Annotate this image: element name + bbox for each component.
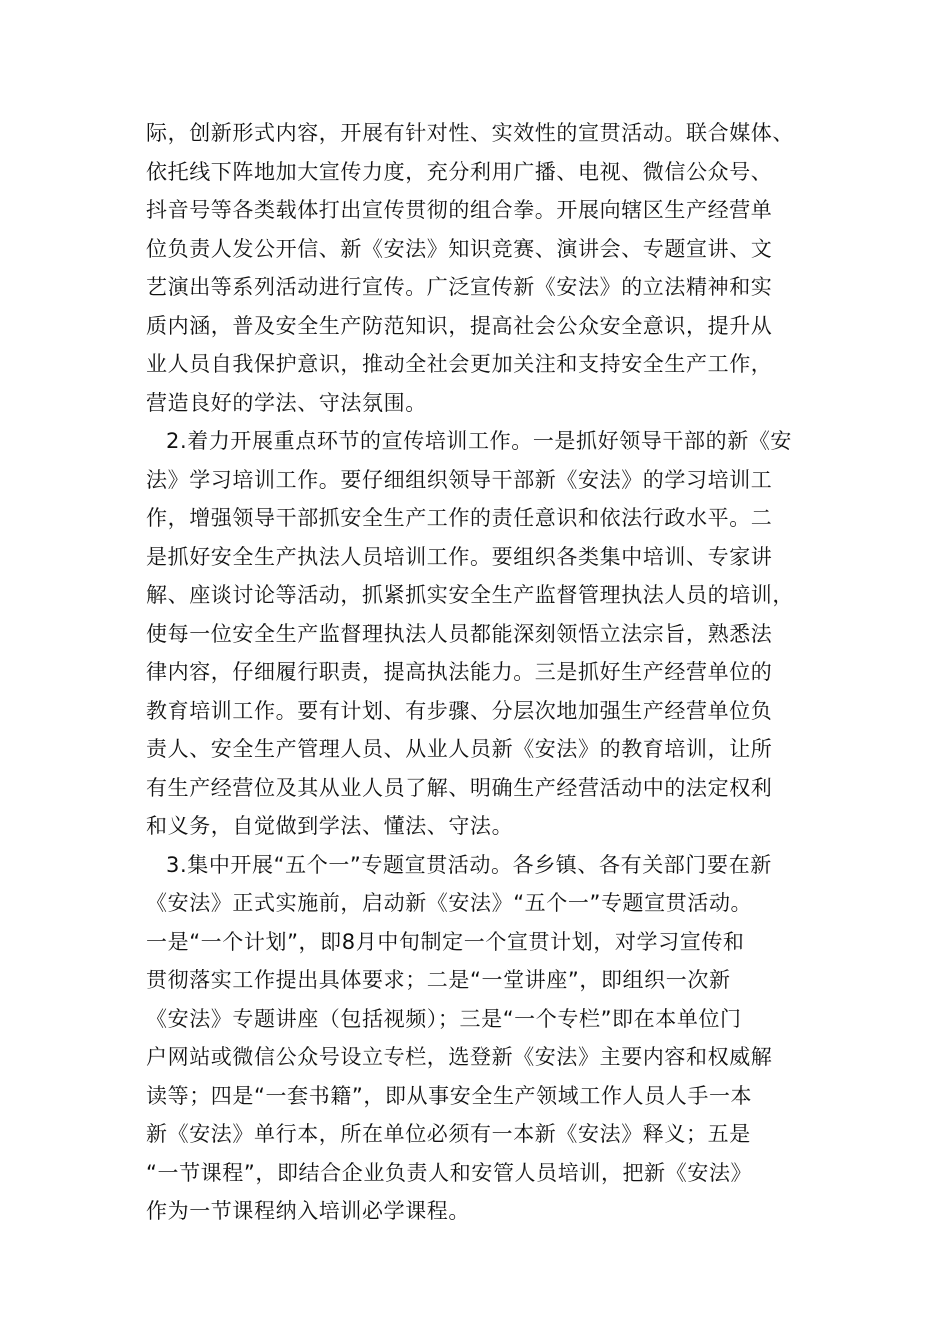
document-body	[146, 114, 836, 1231]
paragraph-2-start: 2.着力开展重点环节的宣传培训工作。一是抓好领导干部的新《安	[166, 429, 793, 453]
text-line: 一是“一个计划”，即8月中旬制定一个宣贯计划，对学习宣传和	[146, 929, 745, 954]
text-line: 是抓好安全生产执法人员培训工作。要组织各类集中培训、专家讲	[146, 544, 773, 569]
text-line: 位负责人发公开信、新《安法》知识竞赛、演讲会、专题宣讲、文	[146, 236, 773, 261]
text-line: 质内涵，普及安全生产防范知识，提高社会公众安全意识，提升从	[146, 313, 773, 338]
text-line: “一节课程”，即结合企业负责人和安管人员培训，把新《安法》	[146, 1160, 753, 1185]
text-line: 责人、安全生产管理人员、从业人员新《安法》的教育培训，让所	[146, 737, 773, 761]
text-line: 《安法》专题讲座（包括视频）；三是“一个专栏”即在本单位门	[146, 1006, 742, 1031]
text-line: 解、座谈讨论等活动，抓紧抓实安全生产监督管理执法人员的培训，	[146, 583, 794, 607]
text-line: 际，创新形式内容，开展有针对性、实效性的宣贯活动。联合媒体、	[146, 121, 794, 145]
text-line: 贯彻落实工作提出具体要求；二是“一堂讲座”，即组织一次新	[146, 968, 731, 992]
text-line: 新《安法》单行本，所在单位必须有一本新《安法》释义；五是	[146, 1122, 751, 1146]
text-line: 读等；四是“一套书籍”，即从事安全生产领域工作人员人手一本	[146, 1083, 753, 1108]
text-line: 作，增强领导干部抓安全生产工作的责任意识和依法行政水平。二	[146, 506, 773, 530]
text-line: 抖音号等各类载体打出宣传贯彻的组合拳。开展向辖区生产经营单	[146, 198, 773, 222]
text-line: 和义务，自觉做到学法、懂法、守法。	[146, 814, 514, 838]
text-line: 律内容，仔细履行职责，提高执法能力。三是抓好生产经营单位的	[146, 660, 773, 684]
text-line: 户网站或微信公众号设立专栏，选登新《安法》主要内容和权威解	[146, 1045, 773, 1069]
text-line: 教育培训工作。要有计划、有步骤、分层次地加强生产经营单位负	[146, 698, 773, 723]
text-line: 使每一位安全生产监督理执法人员都能深刻领悟立法宗旨，熟悉法	[146, 621, 773, 646]
text-line: 业人员自我保护意识，推动全社会更加关注和支持安全生产工作，	[146, 352, 773, 376]
text-line: 法》学习培训工作。要仔细组织领导干部新《安法》的学习培训工	[146, 467, 773, 492]
text-line: 依托线下阵地加大宣传力度，充分利用广播、电视、微信公众号、	[146, 159, 773, 184]
text-line: 作为一节课程纳入培训必学课程。	[146, 1199, 470, 1223]
text-line: 有生产经营位及其从业人员了解、明确生产经营活动中的法定权利	[146, 775, 773, 800]
text-line: 营造良好的学法、守法氛围。	[146, 390, 427, 415]
paragraph-3-start: 3.集中开展“五个一”专题宣贯活动。各乡镇、各有关部门要在新	[166, 852, 772, 877]
text-line: 艺演出等系列活动进行宣传。广泛宣传新《安法》的立法精神和实	[146, 275, 773, 299]
text-line: 《安法》正式实施前，启动新《安法》“五个一”专题宣贯活动。	[146, 891, 753, 915]
